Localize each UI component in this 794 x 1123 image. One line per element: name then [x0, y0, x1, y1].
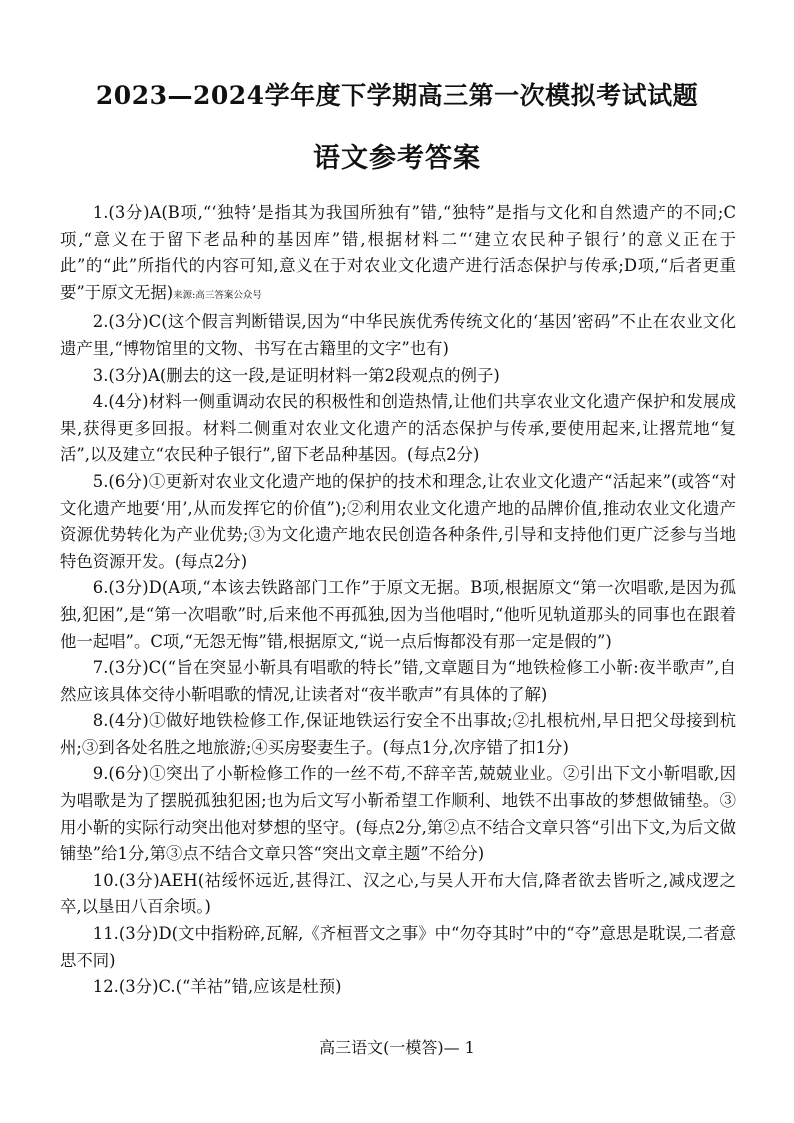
answer-item-9: 9.(6分)①突出了小靳检修工作的一丝不苟,不辞辛苦,兢兢业业。②引出下文小靳唱歌,因为唱歌是为了摆脱孤独犯困;也为后文写小靳希望工作顺利、地铁不出事故的梦想做铺垫。③用小靳的实际行动突出他对梦想的坚守。(每点2分,第②点不结合文章只答“引出下文,为后文做铺垫”给1分,第③点不结合文章只答“突出文章主题”不给分)	[60, 764, 736, 864]
answer-item-8: 8.(4分)①做好地铁检修工作,保证地铁运行安全不出事故;②扎根杭州,早日把父母接到杭州;③到各处名胜之地旅游;④买房娶妻生子。(每点1分,次序错了扣1分)	[60, 711, 736, 757]
answer-item-10: 10.(3分)AEH(祜绥怀远近,甚得江、汉之心,与吴人开布大信,降者欲去皆听之,减戍逻之卒,以垦田八百余顷。)	[60, 870, 736, 917]
source-note: 来源:高三答案公众号	[173, 289, 262, 301]
answer-item-11: 11.(3分)D(文中指粉碎,瓦解,《齐桓晋文之事》中“勿夺其时”中的“夺”意思是耽误,二者意思不同)	[60, 924, 736, 970]
page-footer: 高三语文(一模答)— 1	[319, 1038, 475, 1057]
answer-item-4: 4.(4分)材料一侧重调动农民的积极性和创造热情,让他们共享农业文化遗产保护和发展成果,获得更多回报。材料二侧重对农业文化遗产的活态保护与传承,要使用起来,让撂荒地“复活”,以及建立“农民种子银行”,留下老品种基因。(每点2分)	[60, 392, 736, 465]
answer-item-7: 7.(3分)C(“旨在突显小靳具有唱歌的特长”错,文章题目为“地铁检修工小靳:夜半歌声”,自然应该具体交待小靳唱歌的情况,让读者对“夜半歌声”有具体的了解)	[60, 658, 736, 704]
answer-item-6: 6.(3分)D(A项,“本该去铁路部门工作”于原文无据。B项,根据原文“第一次唱歌,是因为孤独,犯困”,是“第一次唱歌”时,后来他不再孤独,因为当他唱时,“他听见轨道那头的同事也在跟着他一起唱”。C项,“无怨无悔”错,根据原文,“说一点后悔都没有那一定是假的”)	[60, 578, 736, 651]
exam-title: 2023—2024学年度下学期高三第一次模拟考试试题	[95, 81, 699, 110]
answer-item-5: 5.(6分)①更新对农业文化遗产地的保护的技术和理念,让农业文化遗产“活起来”(或答“对文化遗产地要‘用’,从而发挥它的价值”);②利用农业文化遗产地的品牌价值,推动农业文化遗产资源优势转化为产业优势;③为文化遗产地农民创造各种条件,引导和支持他们更广泛参与当地特色资源开发。(每点2分)	[60, 471, 736, 571]
answer-item-1	[60, 200, 736, 309]
answer-item-2: 2.(3分)C(这个假言判断错误,因为“中华民族优秀传统文化的‘基因’密码”不止在农业文化遗产里,“博物馆里的文物、书写在古籍里的文字”也有)	[60, 312, 736, 358]
answer-item-12: 12.(3分)C.(“羊祜”错,应该是杜预)	[92, 977, 342, 997]
subject-title: 语文参考答案	[313, 143, 481, 174]
answer-item-3: 3.(3分)A(删去的这一段,是证明材料一第2段观点的例子)	[92, 365, 500, 385]
answer-list	[60, 200, 736, 1001]
answer-text: 1.(3分)A(B项,“‘独特’是指其为我国所独有”错,“独特”是指与文化和自然遗产的不同;C项,“意义在于留下老品种的基因库”错,根据材料二“‘建立农民种子银行’的意义正在于此”的“此”所指代的内容可知,意义在于对农业文化遗产进行活态保护与传承;D项,“后者更重要”于原文无据)	[60, 203, 736, 302]
